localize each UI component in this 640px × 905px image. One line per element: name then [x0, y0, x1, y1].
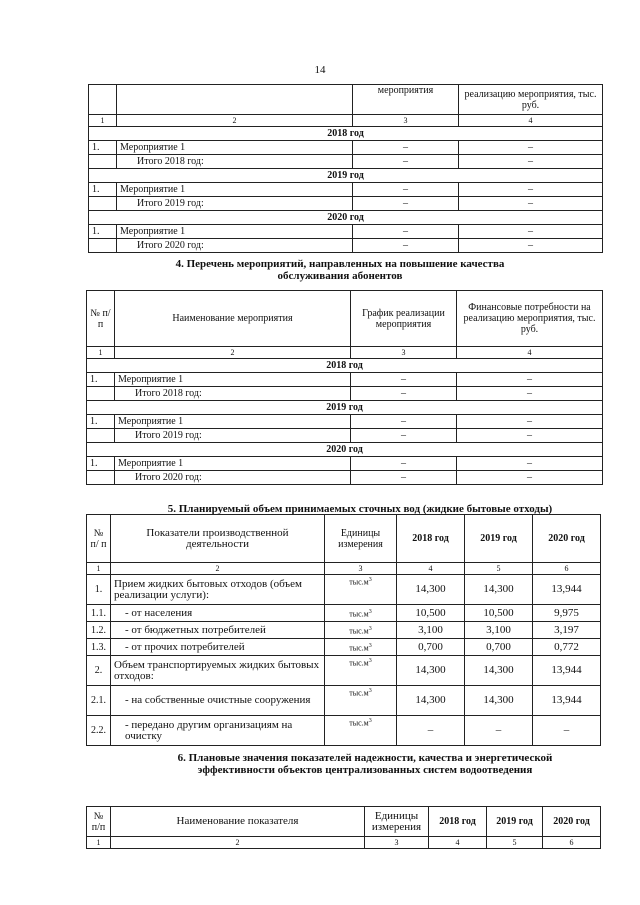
- unit-cell: [325, 605, 397, 622]
- value-2018: 3,100: [397, 622, 465, 639]
- total-value: –: [351, 429, 457, 443]
- header-cell: Наименование показателя: [111, 807, 365, 837]
- row-num: 1.2.: [87, 622, 111, 639]
- total-value: –: [351, 471, 457, 485]
- row-num: 2.2.: [87, 716, 111, 746]
- unit-cell: [325, 716, 397, 746]
- year-row: 2018 год: [89, 127, 603, 141]
- colnum-cell: 1: [87, 563, 111, 575]
- value-2018: 0,700: [397, 639, 465, 656]
- value-2019: 14,300: [465, 656, 533, 686]
- row-name: Мероприятие 1: [115, 373, 351, 387]
- table-section4: [86, 290, 603, 485]
- value-2019: 14,300: [465, 686, 533, 716]
- value-2018: –: [397, 716, 465, 746]
- value-2020: 13,944: [533, 575, 601, 605]
- unit-text: тыс.м: [349, 643, 369, 653]
- page-number: 14: [314, 64, 326, 76]
- row-value: –: [459, 183, 603, 197]
- header-cell: 2018 год: [397, 515, 465, 563]
- header-cell: мероприятия: [353, 85, 459, 115]
- row-name: Прием жидких бытовых отходов (объем реализации услуги):: [111, 575, 325, 605]
- colnum-cell: 6: [543, 837, 601, 849]
- value-2019: 14,300: [465, 575, 533, 605]
- total-label: Итого 2019 год:: [115, 429, 351, 443]
- value-2020: 3,197: [533, 622, 601, 639]
- total-label: Итого 2020 год:: [117, 239, 353, 253]
- colnum-cell: 4: [459, 115, 603, 127]
- header-cell: Единицы измерения: [365, 807, 429, 837]
- total-value: –: [353, 197, 459, 211]
- row-num: 1.1.: [87, 605, 111, 622]
- row-name: Мероприятие 1: [117, 141, 353, 155]
- row-name: - от населения: [111, 605, 325, 622]
- colnum-cell: 2: [117, 115, 353, 127]
- row-value: –: [457, 373, 603, 387]
- row-num: 1.: [89, 225, 117, 239]
- section6-title-line2: эффективности объектов централизованных систем водоотведения: [197, 764, 533, 776]
- row-value: –: [459, 225, 603, 239]
- colnum-cell: 2: [115, 347, 351, 359]
- unit-text: тыс.м: [349, 658, 369, 668]
- total-label: Итого 2018 год:: [117, 155, 353, 169]
- row-name: - передано другим организациям на очистку: [111, 716, 325, 746]
- row-value: –: [459, 141, 603, 155]
- header-cell: Показатели производственной деятельности: [111, 515, 325, 563]
- colnum-cell: 1: [89, 115, 117, 127]
- table-section5: [86, 514, 601, 746]
- value-2020: 0,772: [533, 639, 601, 656]
- unit-sup: 3: [368, 577, 372, 583]
- colnum-cell: 3: [325, 563, 397, 575]
- section6-title: [130, 752, 600, 776]
- unit-cell: [325, 622, 397, 639]
- row-name: Мероприятие 1: [117, 225, 353, 239]
- row-value: –: [351, 457, 457, 471]
- row-name: - от прочих потребителей: [111, 639, 325, 656]
- year-row: 2019 год: [89, 169, 603, 183]
- unit-text: тыс.м: [349, 609, 369, 619]
- row-num: 1.: [87, 457, 115, 471]
- value-2018: 14,300: [397, 656, 465, 686]
- header-cell: 2018 год: [429, 807, 487, 837]
- value-2018: 10,500: [397, 605, 465, 622]
- value-2019: 10,500: [465, 605, 533, 622]
- header-cell: Единицы измерения: [325, 515, 397, 563]
- table-section6: [86, 806, 601, 849]
- header-cell: № п/п: [87, 807, 111, 837]
- section5-title: 5. Планируемый объем принимаемых сточных вод (жидкие бытовые отходы): [167, 503, 553, 515]
- unit-text: тыс.м: [349, 718, 369, 728]
- colnum-cell: 5: [487, 837, 543, 849]
- row-num: 1.: [87, 373, 115, 387]
- total-value: –: [457, 429, 603, 443]
- value-2018: 14,300: [397, 575, 465, 605]
- row-num: 1.: [87, 575, 111, 605]
- year-row: 2020 год: [89, 211, 603, 225]
- header-cell: График реализации мероприятия: [351, 291, 457, 347]
- total-label: Итого 2019 год:: [117, 197, 353, 211]
- header-cell: 2020 год: [533, 515, 601, 563]
- row-value: –: [351, 373, 457, 387]
- colnum-cell: 4: [397, 563, 465, 575]
- colnum-cell: 2: [111, 563, 325, 575]
- year-row: 2019 год: [87, 401, 603, 415]
- section4-title-line2: обслуживания абонентов: [277, 270, 403, 282]
- colnum-cell: 5: [465, 563, 533, 575]
- value-2020: 9,975: [533, 605, 601, 622]
- value-2019: 3,100: [465, 622, 533, 639]
- colnum-cell: 3: [351, 347, 457, 359]
- row-value: –: [457, 457, 603, 471]
- unit-cell: [325, 686, 397, 716]
- total-value: –: [457, 471, 603, 485]
- row-name: Мероприятие 1: [115, 457, 351, 471]
- section6-title-line1: 6. Плановые значения показателей надежности, качества и энергетической: [177, 752, 553, 764]
- total-value: –: [459, 239, 603, 253]
- section4-title-line1: 4. Перечень мероприятий, направленных на повышение качества: [175, 258, 505, 270]
- colnum-cell: 4: [429, 837, 487, 849]
- row-num: 2.: [87, 656, 111, 686]
- colnum-cell: 2: [111, 837, 365, 849]
- unit-cell: [325, 639, 397, 656]
- value-2020: 13,944: [533, 686, 601, 716]
- value-2019: –: [465, 716, 533, 746]
- unit-cell: [325, 656, 397, 686]
- header-cell: № п/п: [87, 291, 115, 347]
- total-value: –: [353, 155, 459, 169]
- row-num: 1.3.: [87, 639, 111, 656]
- header-cell: № п/ п: [87, 515, 111, 563]
- value-2020: –: [533, 716, 601, 746]
- value-2020: 13,944: [533, 656, 601, 686]
- row-name: - на собственные очистные сооружения: [111, 686, 325, 716]
- row-name: Мероприятие 1: [117, 183, 353, 197]
- header-cell: [117, 85, 353, 115]
- header-cell: 2020 год: [543, 807, 601, 837]
- total-value: –: [457, 387, 603, 401]
- unit-text: тыс.м: [349, 577, 369, 587]
- header-cell: Наименование мероприятия: [115, 291, 351, 347]
- total-label: Итого 2020 год:: [115, 471, 351, 485]
- row-name: Мероприятие 1: [115, 415, 351, 429]
- row-value: –: [353, 183, 459, 197]
- header-cell: реализацию мероприятия, тыс. руб.: [459, 85, 603, 115]
- total-value: –: [353, 239, 459, 253]
- unit-text: тыс.м: [349, 688, 369, 698]
- unit-sup: 3: [368, 608, 372, 615]
- total-value: –: [351, 387, 457, 401]
- table-continuation: [88, 84, 603, 253]
- row-value: –: [353, 225, 459, 239]
- row-name: Объем транспортируемых жидких бытовых отходов:: [111, 656, 325, 686]
- row-num: 2.1.: [87, 686, 111, 716]
- colnum-cell: 4: [457, 347, 603, 359]
- unit-cell: [325, 575, 397, 605]
- unit-sup: 3: [368, 642, 372, 649]
- colnum-cell: 3: [353, 115, 459, 127]
- row-num: 1.: [87, 415, 115, 429]
- colnum-cell: 1: [87, 837, 111, 849]
- header-cell: [89, 85, 117, 115]
- total-value: –: [459, 197, 603, 211]
- year-row: 2020 год: [87, 443, 603, 457]
- unit-sup: 3: [368, 688, 372, 694]
- header-cell: 2019 год: [487, 807, 543, 837]
- total-value: –: [459, 155, 603, 169]
- value-2019: 0,700: [465, 639, 533, 656]
- row-value: –: [353, 141, 459, 155]
- colnum-cell: 3: [365, 837, 429, 849]
- row-num: 1.: [89, 141, 117, 155]
- year-row: 2018 год: [87, 359, 603, 373]
- unit-sup: 3: [368, 658, 372, 664]
- colnum-cell: 1: [87, 347, 115, 359]
- row-value: –: [457, 415, 603, 429]
- total-label: Итого 2018 год:: [115, 387, 351, 401]
- colnum-cell: 6: [533, 563, 601, 575]
- section4-title: [90, 258, 590, 282]
- unit-sup: 3: [368, 718, 372, 724]
- unit-text: тыс.м: [349, 626, 369, 636]
- header-cell: 2019 год: [465, 515, 533, 563]
- unit-sup: 3: [368, 625, 372, 632]
- header-cell: Финансовые потребности на реализацию мероприятия, тыс. руб.: [457, 291, 603, 347]
- row-value: –: [351, 415, 457, 429]
- row-num: 1.: [89, 183, 117, 197]
- row-name: - от бюджетных потребителей: [111, 622, 325, 639]
- value-2018: 14,300: [397, 686, 465, 716]
